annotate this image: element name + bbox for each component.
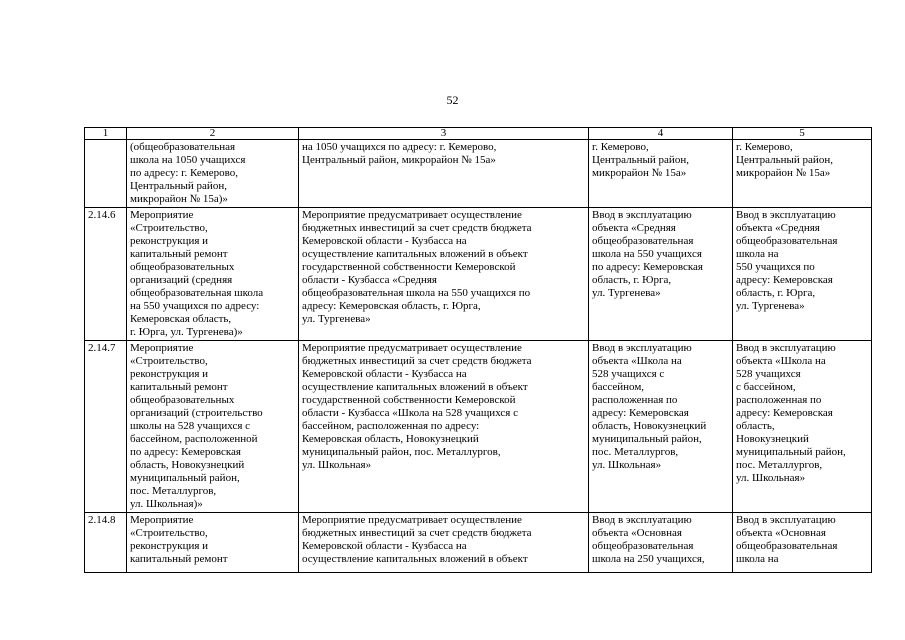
expected-result-cell: г. Кемерово, Центральный район, микрорайон № 15а» — [589, 140, 733, 208]
table-row — [85, 341, 872, 513]
expected-result-text: Ввод в эксплуатацию объекта «Основная общеобразовательная школа на 250 учащихся, — [592, 514, 705, 565]
object-cell: г. Кемерово, Центральный район, микрорайон № 15а» — [733, 140, 872, 208]
object-text: Ввод в эксплуатацию объекта «Основная общеобразовательная школа на — [736, 514, 838, 565]
row-number-cell — [85, 140, 127, 208]
column-header: 3 — [299, 128, 589, 140]
measure-name-cell: Мероприятие «Строительство, реконструкция и капитальный ремонт общеобразовательных организаций (строительство школы на 528 учащихся с бассейном, расположенной по адресу: Кемеровская область, Новокузнецкий муниципальный район, пос. Металлургов, ул. Школьная)» — [127, 341, 299, 513]
row-number-cell: 2.14.6 — [85, 208, 127, 341]
expected-result-cell: Ввод в эксплуатацию объекта «Школа на 528 учащихся с бассейном, расположенная по адресу: Кемеровская область, Новокузнецкий муниципальный район, пос. Металлургов, ул. Школьная» — [589, 341, 733, 513]
measure-description-cell: на 1050 учащихся по адресу: г. Кемерово, Центральный район, микрорайон № 15а» — [299, 140, 589, 208]
column-header: 1 — [85, 128, 127, 140]
expected-result-cell — [589, 513, 733, 573]
row-number-cell — [85, 513, 127, 573]
measure-name-cell: Мероприятие «Строительство, реконструкция и капитальный ремонт общеобразовательных организаций (средняя общеобразовательная школа на 550 учащихся по адресу: Кемеровская область, г. Юрга, ул. Тургенева)» — [127, 208, 299, 341]
measure-description-cell: Мероприятие предусматривает осуществление бюджетных инвестиций за счет средств бюджета Кемеровской области - Кузбасса на осуществление капитальных вложений в объект государственной собственности Кемеровской области - Кузбасса «Средняя общеобразовательная школа на 550 учащихся по адресу: Кемеровская область, г. Юрга, ул. Тургенева» — [299, 208, 589, 341]
table-header-row — [85, 128, 872, 140]
column-header: 4 — [589, 128, 733, 140]
table-row — [85, 513, 872, 573]
measure-description-cell — [299, 513, 589, 573]
object-cell — [733, 513, 872, 573]
measure-name-text: Мероприятие «Строительство, реконструкция и капитальный ремонт — [130, 514, 228, 565]
object-cell: Ввод в эксплуатацию объекта «Школа на 528 учащихся с бассейном, расположенная по адресу: Кемеровская область, Новокузнецкий муниципальный район, пос. Металлургов, ул. Школьная» — [733, 341, 872, 513]
expected-result-cell: Ввод в эксплуатацию объекта «Средняя общеобразовательная школа на 550 учащихся по адресу: Кемеровская область, г. Юрга, ул. Тургенева» — [589, 208, 733, 341]
row-number-cell: 2.14.7 — [85, 341, 127, 513]
measure-description-cell: Мероприятие предусматривает осуществление бюджетных инвестиций за счет средств бюджета Кемеровской области - Кузбасса на осуществление капитальных вложений в объект государственной собственности Кемеровской области - Кузбасса «Школа на 528 учащихся с бассейном, расположенная по адресу: Кемеровская область, Новокузнецкий муниципальный район, пос. Металлургов, ул. Школьная» — [299, 341, 589, 513]
measure-description-text: Мероприятие предусматривает осуществление бюджетных инвестиций за счет средств бюджета Кемеровской области - Кузбасса на осуществление капитальных вложений в объект — [302, 514, 532, 565]
row-number-text: 2.14.8 — [88, 514, 116, 526]
column-header: 2 — [127, 128, 299, 140]
page-number: 52 — [446, 93, 459, 107]
column-header: 5 — [733, 128, 872, 140]
measure-name-cell: (общеобразовательная школа на 1050 учащихся по адресу: г. Кемерово, Центральный район, микрорайон № 15а)» — [127, 140, 299, 208]
table-row — [85, 140, 872, 208]
measure-name-cell — [127, 513, 299, 573]
object-cell: Ввод в эксплуатацию объекта «Средняя общеобразовательная школа на 550 учащихся по адресу: Кемеровская область, г. Юрга, ул. Тургенева» — [733, 208, 872, 341]
measures-table — [84, 127, 872, 573]
table-row — [85, 208, 872, 341]
